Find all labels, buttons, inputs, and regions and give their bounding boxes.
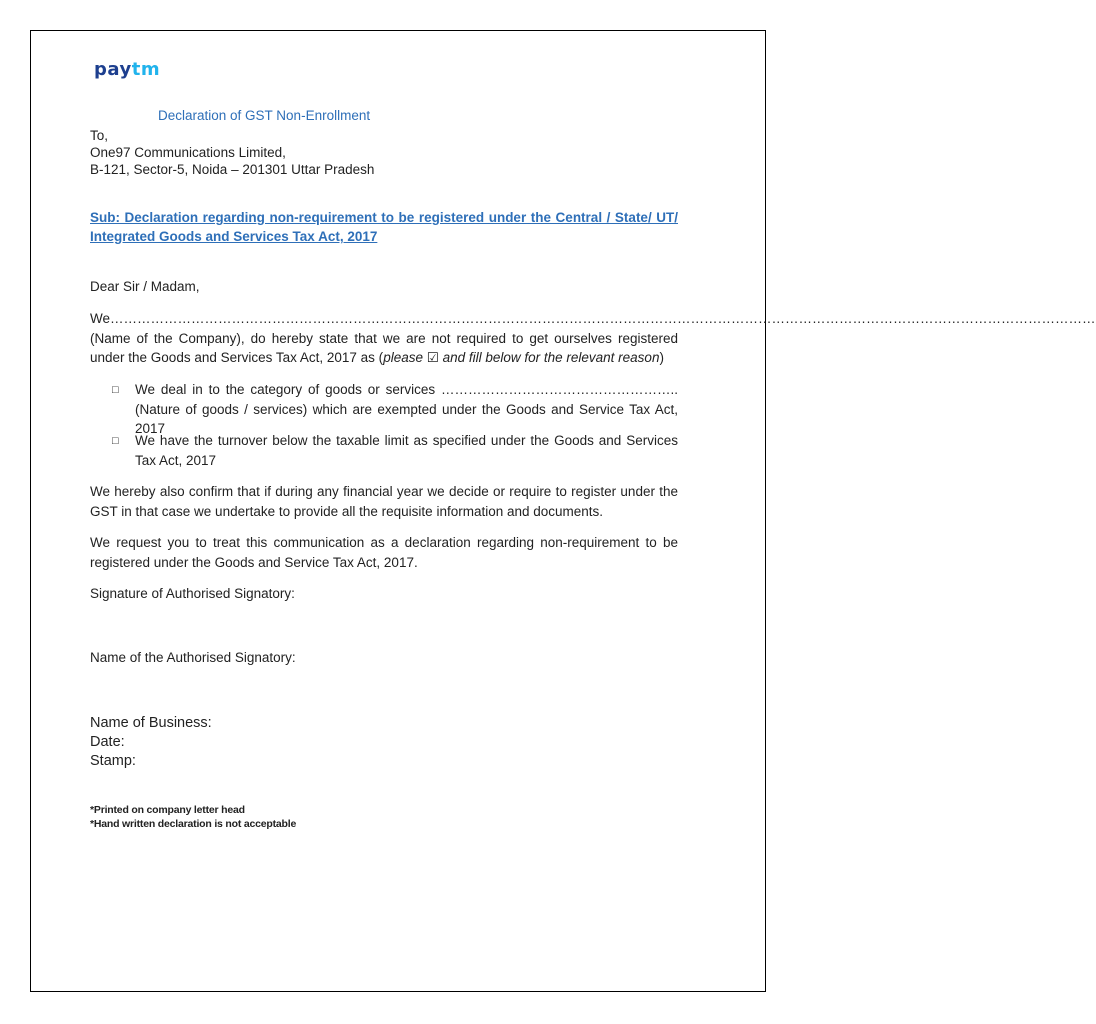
option-text: We have the turnover below the taxable limit as specified under the Goods and Services Tax Act, 2017 — [135, 433, 678, 468]
business-details — [90, 714, 212, 771]
request-paragraph: We request you to treat this communication as a declaration regarding non-requirement to be registered under the Goods and Service Tax Act, 2017. — [90, 535, 678, 570]
date-label: Date: — [90, 734, 125, 750]
address-to: To, — [90, 128, 109, 143]
option-exempt-goods — [112, 380, 678, 439]
note-letterhead: *Printed on company letter head — [90, 804, 245, 816]
paytm-logo — [94, 59, 164, 81]
stamp-label: Stamp: — [90, 753, 136, 769]
note-handwritten: *Hand written declaration is not acceptable — [90, 818, 297, 830]
footnotes — [90, 803, 296, 831]
business-name-label: Name of Business: — [90, 715, 212, 731]
signatory-name-label: Name of the Authorised Signatory: — [90, 650, 296, 665]
statement-italic: please ☑ and fill below for the relevant reason — [383, 350, 660, 365]
logo-pay-text: pay — [94, 59, 132, 80]
option-text: We deal in to the category of goods or services …………………………………………….. (Nature of goods / services) which are exempted under the Goods and Service Tax Act, 2017 — [135, 382, 678, 436]
checkbox-icon[interactable]: □ — [112, 384, 119, 396]
logo-tm-text: tm — [131, 59, 161, 80]
confirm-paragraph: We hereby also confirm that if during any financial year we decide or require to register under the GST in that case we undertake to provide all the requisite information and documents. — [90, 484, 678, 519]
statement-lead: We………………………………………………………………………………………………………………………………………………………………………………………………… (Name of the Company), do hereby state that we are not required to get ourselves registered under the Goods and Services Tax Act, 2017 as ( — [90, 311, 1096, 365]
subject-line: Sub: Declaration regarding non-requirement to be registered under the Central / State/ UT/ Integrated Goods and Services Tax Act, 2017 — [90, 210, 678, 244]
address-street: B-121, Sector-5, Noida – 201301 Uttar Pradesh — [90, 162, 375, 177]
signature-label: Signature of Authorised Signatory: — [90, 586, 295, 601]
document-title: Declaration of GST Non-Enrollment — [158, 108, 371, 123]
option-turnover — [112, 431, 678, 470]
salutation: Dear Sir / Madam, — [90, 279, 200, 294]
checkbox-icon[interactable]: □ — [112, 435, 119, 447]
statement-paragraph — [90, 309, 1096, 368]
recipient-address — [90, 127, 374, 178]
address-company: One97 Communications Limited, — [90, 145, 286, 160]
statement-close: ) — [659, 350, 664, 365]
